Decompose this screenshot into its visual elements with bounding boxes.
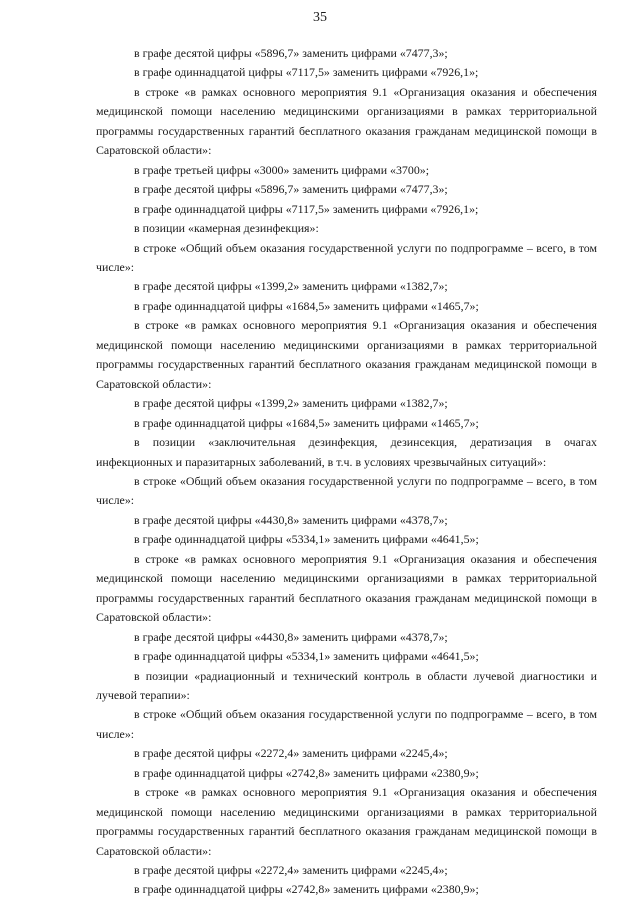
- paragraph-15: в строке «Общий объем оказания государственной услуги по подпрограмме – всего, в том числе»:: [96, 473, 597, 508]
- paragraph-13: в графе одиннадцатой цифры «1684,5» заменить цифрами «1465,7»;: [134, 415, 479, 430]
- paragraph-21: в позиции «радиационный и технический контроль в области лучевой диагностики и лучевой терапии»:: [96, 668, 597, 702]
- paragraph-14: в позиции «заключительная дезинфекция, дезинсекция, дератизация в очагах инфекционных и паразитарных заболеваний, в т.ч. в условиях чрезвычайных ситуаций»:: [96, 435, 597, 469]
- paragraph-6: в графе одиннадцатой цифры «7117,5» заменить цифрами «7926,1»;: [134, 201, 479, 216]
- paragraph-17: в графе одиннадцатой цифры «5334,1» заменить цифрами «4641,5»;: [134, 532, 479, 547]
- paragraph-7: в позиции «камерная дезинфекция»:: [134, 221, 319, 236]
- paragraph-5: в графе десятой цифры «5896,7» заменить цифрами «7477,3»;: [134, 182, 448, 197]
- paragraph-4: в графе третьей цифры «3000» заменить цифрами «3700»;: [134, 162, 430, 177]
- paragraph-26: в графе десятой цифры «2272,4» заменить цифрами «2245,4»;: [134, 863, 448, 878]
- paragraph-27: в графе одиннадцатой цифры «2742,8» заменить цифрами «2380,9»;: [134, 882, 479, 897]
- paragraph-23: в графе десятой цифры «2272,4» заменить цифрами «2245,4»;: [134, 746, 448, 761]
- paragraph-19: в графе десятой цифры «4430,8» заменить цифрами «4378,7»;: [134, 629, 448, 644]
- paragraph-2: в графе одиннадцатой цифры «7117,5» заменить цифрами «7926,1»;: [134, 65, 479, 80]
- paragraph-1: в графе десятой цифры «5896,7» заменить цифрами «7477,3»;: [134, 46, 448, 60]
- paragraph-9: в графе десятой цифры «1399,2» заменить цифрами «1382,7»;: [134, 279, 448, 294]
- paragraph-16: в графе десятой цифры «4430,8» заменить цифрами «4378,7»;: [134, 512, 448, 527]
- paragraph-22: в строке «Общий объем оказания государственной услуги по подпрограмме – всего, в том числе»:: [96, 707, 597, 741]
- paragraph-24: в графе одиннадцатой цифры «2742,8» заменить цифрами «2380,9»;: [134, 765, 479, 780]
- paragraph-25: в строке «в рамках основного мероприятия 9.1 «Организация оказания и обеспечения медицинской помощи населению медицинскими организациями в рамках территориальной программы государственных гарантий бесплатного оказания гражданам медицинской помощи в Саратовской области»:: [96, 785, 597, 858]
- paragraph-8: в строке «Общий объем оказания государственной услуги по подпрограмме – всего, в том числе»:: [96, 240, 597, 274]
- paragraph-20: в графе одиннадцатой цифры «5334,1» заменить цифрами «4641,5»;: [134, 649, 479, 664]
- paragraph-10: в графе одиннадцатой цифры «1684,5» заменить цифрами «1465,7»;: [134, 298, 479, 313]
- paragraph-11: в строке «в рамках основного мероприятия 9.1 «Организация оказания и обеспечения медицинской помощи населению медицинскими организациями в рамках территориальной программы государственных гарантий бесплатного оказания гражданам медицинской помощи в Саратовской области»:: [96, 318, 597, 391]
- paragraph-18: в строке «в рамках основного мероприятия 9.1 «Организация оказания и обеспечения медицинской помощи населению медицинскими организациями в рамках территориальной программы государственных гарантий бесплатного оказания гражданам медицинской помощи в Саратовской области»:: [96, 551, 597, 625]
- document-body: [96, 44, 597, 900]
- paragraph-3: в строке «в рамках основного мероприятия 9.1 «Организация оказания и обеспечения медицинской помощи населению медицинскими организациями в рамках территориальной программы государственных гарантий бесплатного оказания гражданам медицинской помощи в Саратовской области»:: [96, 84, 597, 158]
- paragraph-12: в графе десятой цифры «1399,2» заменить цифрами «1382,7»;: [134, 396, 448, 411]
- page-number: 35: [313, 10, 327, 25]
